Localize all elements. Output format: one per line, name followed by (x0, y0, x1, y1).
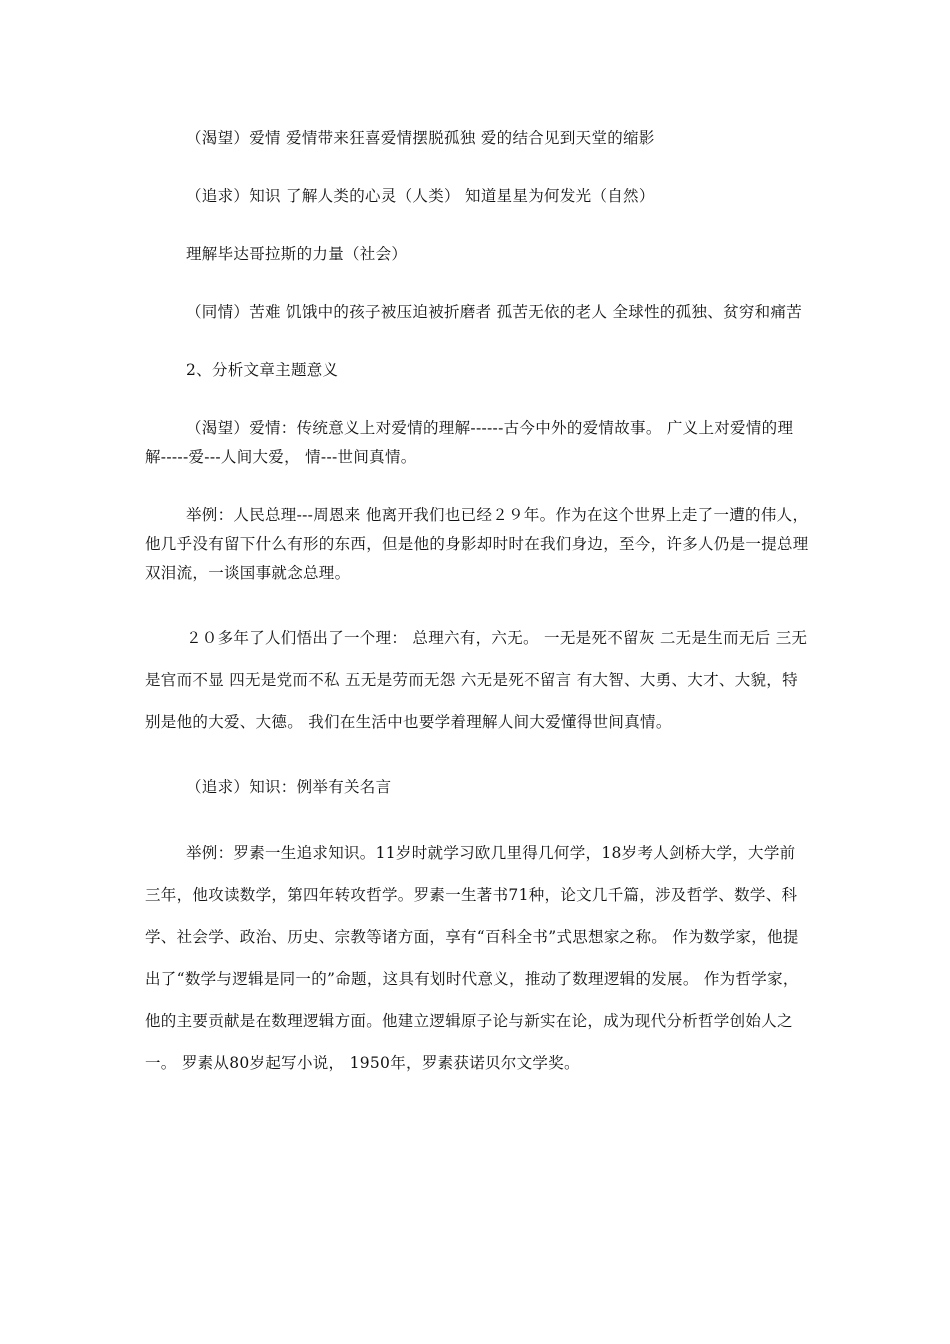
paragraph-pythagoras: 理解毕达哥拉斯的力量（社会） (186, 245, 408, 263)
paragraph-knowledge-summary: （追求）知识 了解人类的心灵（人类） 知道星星为何发光（自然） (186, 187, 655, 205)
paragraph-russell-example: 举例：罗素一生追求知识。11岁时就学习欧几里得几何学，18岁考人剑桥大学，大学前三年，他攻读数学，第四年转攻哲学。罗素一生著书71种，论文几千篇，涉及哲学、数学、科学、社会学、政治、历史、宗教等诸方面，享有“百科全书”式思想家之称。 作为数学家，他提出了“数学与逻辑是同一的”命题，这具有划时代意义，推动了数理逻辑的发展。 作为哲学家，他的主要贡献是在数理逻辑方面。他建立逻辑原子论与新实在论，成为现代分析哲学创始人之一。 罗素从80岁起写小说， 1950年，罗素获诺贝尔文学奖。 (145, 844, 799, 1072)
paragraph-knowledge-quotes: （追求）知识：例举有关名言 (186, 778, 392, 796)
paragraph-zhou-enlai-example: 举例：人民总理---周恩来 他离开我们也已经２９年。作为在这个世界上走了一遭的伟人，他几乎没有留下什么有形的东西，但是他的身影却时时在我们身边，至今，许多人仍是一提总理双泪流，一谈国事就念总理。 (145, 506, 809, 582)
paragraph-love-summary: （渴望）爱情 爱情带来狂喜爱情摆脱孤独 爱的结合见到天堂的缩影 (186, 129, 655, 147)
paragraph-sympathy-summary: （同情）苦难 饥饿中的孩子被压迫被折磨者 孤苦无依的老人 全球性的孤独、贫穷和痛苦 (186, 303, 803, 321)
document-body (145, 124, 810, 1084)
section-heading-theme-meaning: 2、分析文章主题意义 (186, 361, 339, 379)
paragraph-love-meaning: （渴望）爱情：传统意义上对爱情的理解------古今中外的爱情故事。 广义上对爱情的理解-----爱---人间大爱， 情---世间真情。 (145, 419, 794, 466)
paragraph-six-haves-six-nots: ２０多年了人们悟出了一个理： 总理六有，六无。 一无是死不留灰 二无是生而无后 三无是官而不显 四无是党而不私 五无是劳而无怨 六无是死不留言 有大智、大勇、大才、大貌，特别是他的大爱、大德。 我们在生活中也要学着理解人间大爱懂得世间真情。 (145, 629, 808, 731)
